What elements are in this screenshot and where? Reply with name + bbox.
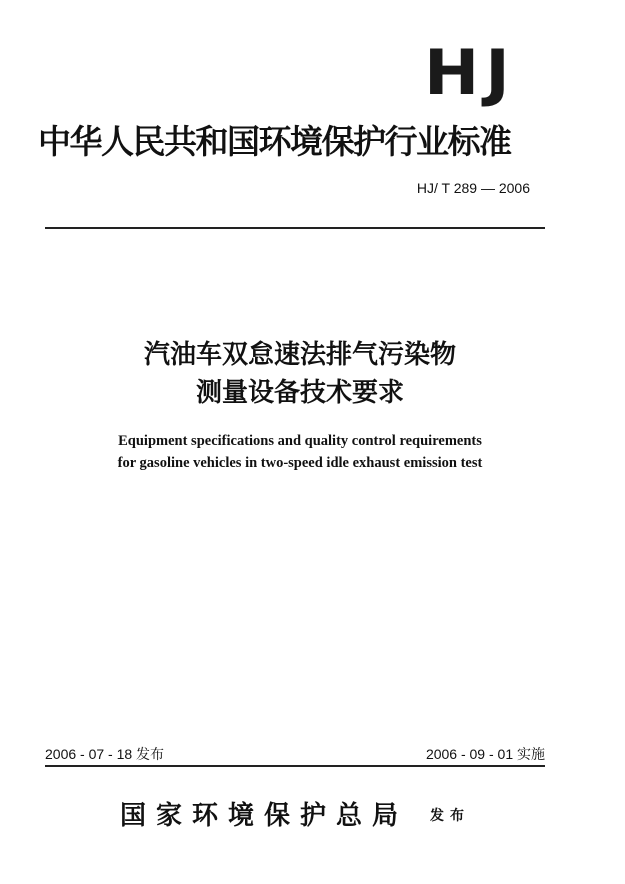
footer-divider bbox=[45, 765, 545, 767]
issuer: 国家环境保护总局 bbox=[120, 801, 409, 831]
english-title bbox=[0, 430, 600, 474]
standard-category-title: 中华人民共和国环境保护行业标准 bbox=[38, 122, 511, 161]
issuer-publish-label: 发布 bbox=[430, 808, 470, 824]
issue-date: 2006 - 07 - 18 发布 bbox=[45, 746, 165, 762]
standard-number: HJ/ T 289 — 2006 bbox=[416, 180, 530, 196]
implementation-date: 2006 - 09 - 01 实施 bbox=[425, 746, 545, 762]
header-divider bbox=[45, 227, 545, 229]
chinese-title-line-2: 测量设备技术要求 bbox=[195, 378, 404, 408]
hj-logo: HJ bbox=[424, 35, 516, 110]
chinese-title bbox=[0, 336, 600, 412]
english-title-line-1: Equipment specifications and quality control requirements bbox=[118, 433, 482, 449]
english-title-line-2: for gasoline vehicles in two-speed idle exhaust emission test bbox=[117, 455, 483, 471]
chinese-title-line-1: 汽油车双怠速法排气污染物 bbox=[143, 340, 456, 370]
